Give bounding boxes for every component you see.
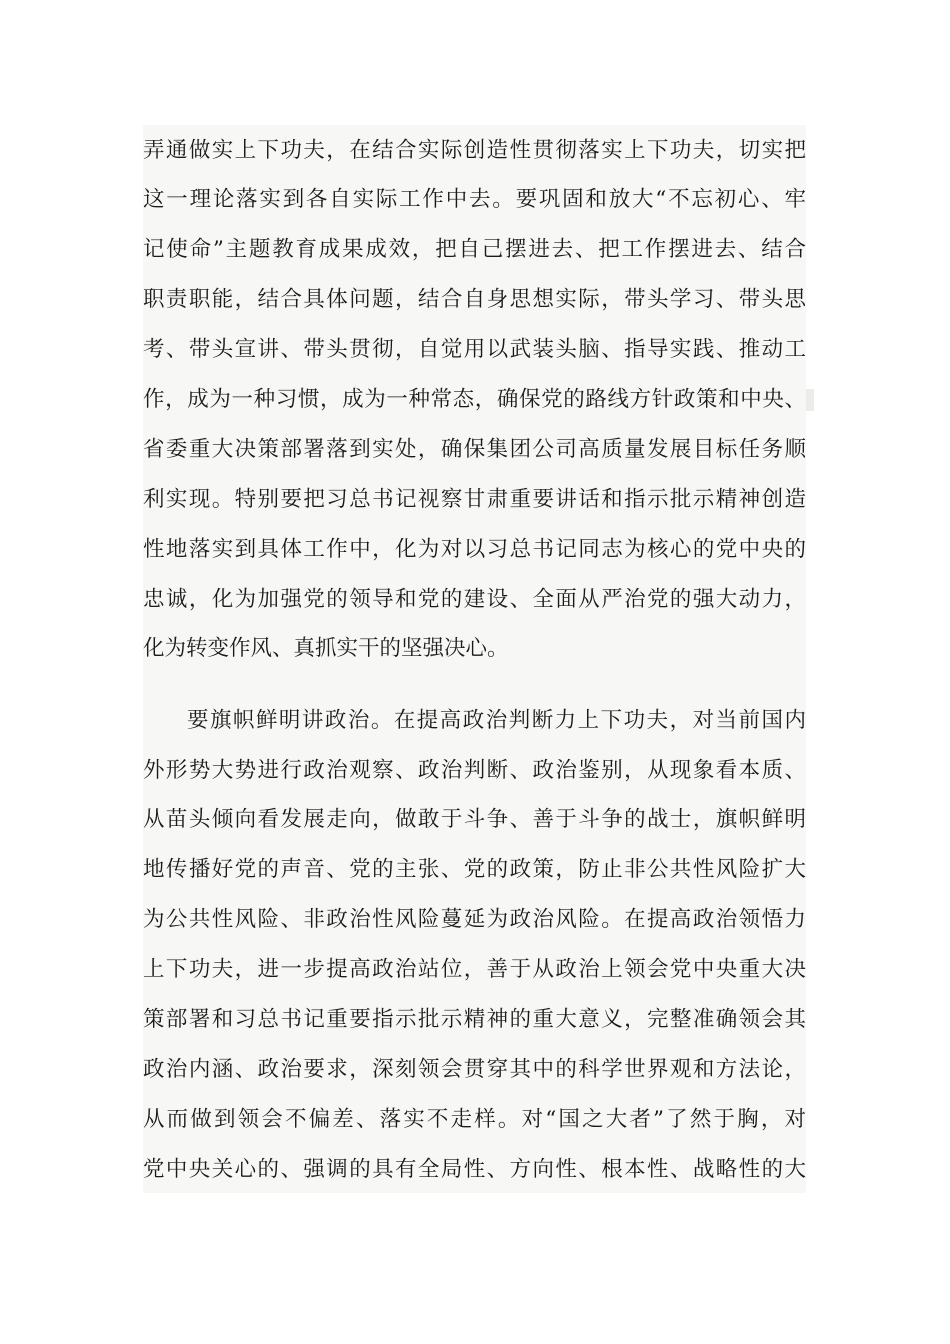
text-line: 上下功夫，进一步提高政治站位，善于从政治上领会党中央重大决 <box>143 957 806 982</box>
text-line: 化为转变作风、真抓实干的坚强决心。 <box>143 636 509 661</box>
text-line: 策部署和习总书记重要指示批示精神的重大意义，完整准确领会其 <box>143 1007 806 1032</box>
text-line: 外形势大势进行政治观察、政治判断、政治鉴别，从现象看本质、 <box>143 758 806 783</box>
text-line: 为公共性风险、非政治性风险蔓延为政治风险。在提高政治领悟力 <box>143 907 806 932</box>
text-line: 记使命”主题教育成果成效，把自己摆进去、把工作摆进去、结合 <box>143 237 806 262</box>
text-line: 考、带头宣讲、带头贯彻，自觉用以武装头脑、指导实践、推动工 <box>143 337 806 362</box>
document-body <box>143 125 806 1193</box>
text-line: 从而做到领会不偏差、落实不走样。对“国之大者”了然于胸，对 <box>143 1107 806 1132</box>
text-line: 党中央关心的、强调的具有全局性、方向性、根本性、战略性的大 <box>143 1157 806 1182</box>
text-line: 利实现。特别要把习总书记视察甘肃重要讲话和指示批示精神创造 <box>143 487 806 512</box>
text-line: 作，成为一种习惯，成为一种常态，确保党的路线方针政策和中央、 <box>143 387 806 412</box>
text-line: 性地落实到具体工作中，化为对以习总书记同志为核心的党中央的 <box>143 537 806 562</box>
text-line: 地传播好党的声音、党的主张、党的政策，防止非公共性风险扩大 <box>143 857 806 882</box>
text-line: 职责职能，结合具体问题，结合自身思想实际，带头学习、带头思 <box>143 287 806 312</box>
text-line: 政治内涵、政治要求，深刻领会贯穿其中的科学世界观和方法论， <box>143 1057 806 1082</box>
page-edge-mark <box>806 389 814 411</box>
text-line: 省委重大决策部署落到实处，确保集团公司高质量发展目标任务顺 <box>143 437 806 462</box>
text-line: 弄通做实上下功夫，在结合实际创造性贯彻落实上下功夫，切实把 <box>143 138 806 163</box>
text-line: 从苗头倾向看发展走向，做敢于斗争、善于斗争的战士，旗帜鲜明 <box>143 807 806 832</box>
text-line: 这一理论落实到各自实际工作中去。要巩固和放大“不忘初心、牢 <box>143 187 806 212</box>
text-line: 忠诚，化为加强党的领导和党的建设、全面从严治党的强大动力， <box>143 587 806 612</box>
text-line: 要旗帜鲜明讲政治。在提高政治判断力上下功夫，对当前国内 <box>187 708 806 733</box>
